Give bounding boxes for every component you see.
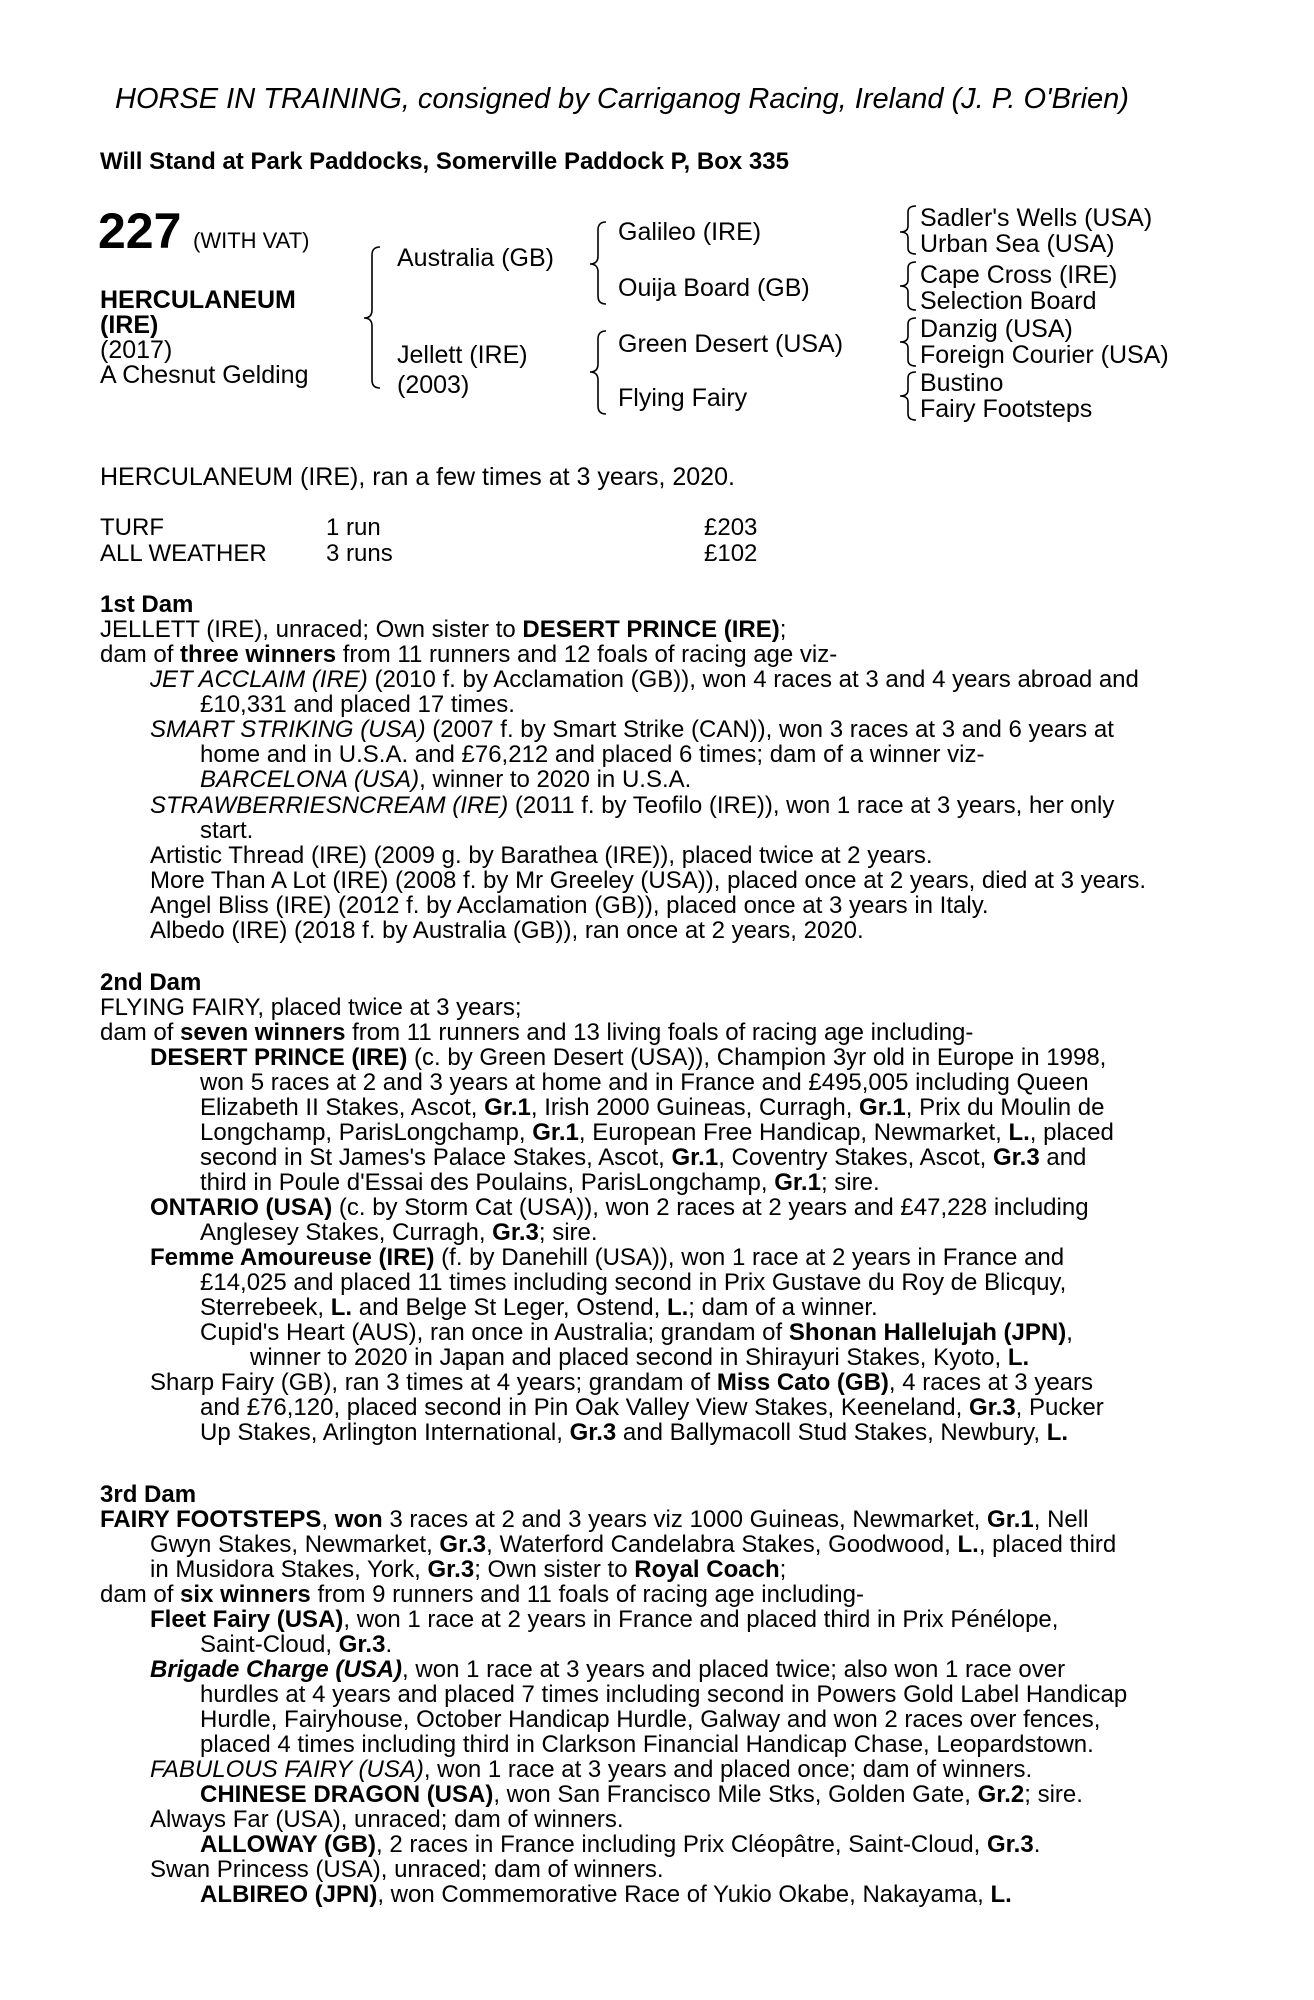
third-dam-line-5: Fleet Fairy (USA), won 1 race at 2 years in France and placed third in Prix Pénélope, bbox=[150, 1606, 1059, 1633]
second-dam-line-17: and £76,120, placed second in Pin Oak Valley View Stakes, Keeneland, Gr.3, Pucker bbox=[200, 1394, 1104, 1421]
second-dam-line-12: £14,025 and placed 11 times including second in Prix Gustave du Roy de Blicquy, bbox=[200, 1269, 1067, 1296]
second-dam-line-13: Sterrebeek, L. and Belge St Leger, Ostend, L.; dam of a winner. bbox=[200, 1294, 878, 1321]
third-dam-line-12: CHINESE DRAGON (USA), won San Francisco Mile Stks, Golden Gate, Gr.2; sire. bbox=[200, 1781, 1083, 1808]
third-dam-heading: 3rd Dam bbox=[100, 1481, 197, 1508]
record-surface-2: ALL WEATHER bbox=[100, 540, 267, 567]
gen3-3: Cape Cross (IRE) bbox=[920, 261, 1118, 289]
second-dam-line-1: FLYING FAIRY, placed twice at 3 years; bbox=[100, 994, 522, 1021]
gen3-1: Sadler's Wells (USA) bbox=[920, 204, 1153, 232]
first-dam-heading: 1st Dam bbox=[100, 591, 194, 618]
third-dam-line-9: Hurdle, Fairyhouse, October Handicap Hurdle, Galway and won 2 races over fences, bbox=[200, 1706, 1101, 1733]
third-dam-line-11: FABULOUS FAIRY (USA), won 1 race at 3 years and placed once; dam of winners. bbox=[150, 1756, 1033, 1783]
second-dam-line-4: won 5 races at 2 and 3 years at home and in France and £495,005 including Queen bbox=[200, 1069, 1089, 1096]
gen3-2: Urban Sea (USA) bbox=[920, 230, 1115, 258]
record-runs-2: 3 runs bbox=[326, 540, 393, 567]
third-dam-line-16: ALBIREO (JPN), won Commemorative Race of Yukio Okabe, Nakayama, L. bbox=[200, 1881, 1012, 1908]
sire: Australia (GB) bbox=[397, 244, 554, 272]
sire-sire: Galileo (IRE) bbox=[618, 218, 762, 246]
gen3-5: Danzig (USA) bbox=[920, 315, 1073, 343]
first-dam-line-2: dam of three winners from 11 runners and 12 foals of racing age viz- bbox=[100, 641, 838, 668]
gen3-4: Selection Board bbox=[920, 287, 1097, 315]
stand-location: Will Stand at Park Paddocks, Somerville Paddock P, Box 335 bbox=[100, 148, 789, 175]
gen3-8: Fairy Footsteps bbox=[920, 395, 1093, 423]
third-dam-line-6: Saint-Cloud, Gr.3. bbox=[200, 1631, 393, 1658]
third-dam-line-1: FAIRY FOOTSTEPS, won 3 races at 2 and 3 years viz 1000 Guineas, Newmarket, Gr.1, Nell bbox=[100, 1506, 1089, 1533]
second-dam-line-9: ONTARIO (USA) (c. by Storm Cat (USA)), won 2 races at 2 years and £47,228 including bbox=[150, 1194, 1089, 1221]
second-dam-line-3: DESERT PRINCE (IRE) (c. by Green Desert (USA)), Champion 3yr old in Europe in 1998, bbox=[150, 1044, 1107, 1071]
record-earnings-2: £102 bbox=[704, 540, 758, 567]
second-dam-line-7: second in St James's Palace Stakes, Ascot, Gr.1, Coventry Stakes, Ascot, Gr.3 and bbox=[200, 1144, 1087, 1171]
dam-dam: Flying Fairy bbox=[618, 384, 748, 412]
third-dam-line-2: Gwyn Stakes, Newmarket, Gr.3, Waterford Candelabra Stakes, Goodwood, L., placed third bbox=[150, 1531, 1117, 1558]
second-dam-line-10: Anglesey Stakes, Curragh, Gr.3; sire. bbox=[200, 1219, 598, 1246]
race-summary: HERCULANEUM (IRE), ran a few times at 3 years, 2020. bbox=[100, 463, 735, 491]
second-dam-heading: 2nd Dam bbox=[100, 969, 202, 996]
third-dam-line-10: placed 4 times including third in Clarkson Financial Handicap Chase, Leopardstown. bbox=[200, 1731, 1094, 1758]
second-dam-line-15: winner to 2020 in Japan and placed second in Shirayuri Stakes, Kyoto, L. bbox=[250, 1344, 1030, 1371]
second-dam-line-18: Up Stakes, Arlington International, Gr.3 and Ballymacoll Stud Stakes, Newbury, L. bbox=[200, 1419, 1069, 1446]
first-dam-line-6: home and in U.S.A. and £76,212 and placed 6 times; dam of a winner viz- bbox=[200, 741, 985, 768]
horse-year: (2017) bbox=[100, 336, 173, 364]
page-title: HORSE IN TRAINING, consigned by Carriganog Racing, Ireland (J. P. O'Brien) bbox=[115, 83, 1129, 115]
second-dam-line-11: Femme Amoureuse (IRE) (f. by Danehill (USA)), won 1 race at 2 years in France and bbox=[150, 1244, 1065, 1271]
third-dam-line-14: ALLOWAY (GB), 2 races in France including Prix Cléopâtre, Saint-Cloud, Gr.3. bbox=[200, 1831, 1041, 1858]
first-dam-line-13: Albedo (IRE) (2018 f. by Australia (GB)), ran once at 2 years, 2020. bbox=[150, 917, 864, 944]
sire-dam: Ouija Board (GB) bbox=[618, 274, 810, 302]
lot-number: 227 bbox=[98, 203, 182, 259]
third-dam-line-13: Always Far (USA), unraced; dam of winners. bbox=[150, 1806, 624, 1833]
first-dam-line-7: BARCELONA (USA), winner to 2020 in U.S.A. bbox=[200, 766, 692, 793]
gen3-7: Bustino bbox=[920, 369, 1004, 397]
first-dam-line-5: SMART STRIKING (USA) (2007 f. by Smart Strike (CAN)), won 3 races at 3 and 6 years at bbox=[150, 716, 1114, 743]
second-dam-line-5: Elizabeth II Stakes, Ascot, Gr.1, Irish 2000 Guineas, Curragh, Gr.1, Prix du Moulin de bbox=[200, 1094, 1105, 1121]
third-dam-line-8: hurdles at 4 years and placed 7 times including second in Powers Gold Label Handicap bbox=[200, 1681, 1128, 1708]
first-dam-line-12: Angel Bliss (IRE) (2012 f. by Acclamation (GB)), placed once at 3 years in Italy. bbox=[150, 892, 989, 919]
second-dam-line-6: Longchamp, ParisLongchamp, Gr.1, European Free Handicap, Newmarket, L., placed bbox=[200, 1119, 1114, 1146]
first-dam-line-8: STRAWBERRIESNCREAM (IRE) (2011 f. by Teofilo (IRE)), won 1 race at 3 years, her only bbox=[150, 792, 1115, 819]
first-dam-line-4: £10,331 and placed 17 times. bbox=[200, 691, 515, 718]
horse-country: (IRE) bbox=[100, 311, 159, 339]
second-dam-line-2: dam of seven winners from 11 runners and 13 living foals of racing age including- bbox=[100, 1019, 974, 1046]
third-dam-line-7: Brigade Charge (USA), won 1 race at 3 years and placed twice; also won 1 race over bbox=[150, 1656, 1066, 1683]
third-dam-line-3: in Musidora Stakes, York, Gr.3; Own sister to Royal Coach; bbox=[150, 1556, 787, 1583]
dam: Jellett (IRE) bbox=[397, 341, 528, 369]
first-dam-line-9: start. bbox=[200, 817, 254, 844]
record-earnings-1: £203 bbox=[704, 514, 758, 541]
vat-note: (WITH VAT) bbox=[193, 228, 310, 253]
third-dam-line-15: Swan Princess (USA), unraced; dam of winners. bbox=[150, 1856, 664, 1883]
third-dam-line-4: dam of six winners from 9 runners and 11 foals of racing age including- bbox=[100, 1581, 864, 1608]
first-dam-line-10: Artistic Thread (IRE) (2009 g. by Barathea (IRE)), placed twice at 2 years. bbox=[150, 842, 933, 869]
second-dam-line-16: Sharp Fairy (GB), ran 3 times at 4 years; grandam of Miss Cato (GB), 4 races at 3 years bbox=[150, 1369, 1093, 1396]
horse-description: A Chesnut Gelding bbox=[100, 361, 309, 389]
horse-name: HERCULANEUM bbox=[100, 286, 296, 314]
second-dam-line-8: third in Poule d'Essai des Poulains, ParisLongchamp, Gr.1; sire. bbox=[200, 1169, 880, 1196]
second-dam-line-14: Cupid's Heart (AUS), ran once in Australia; grandam of Shonan Hallelujah (JPN), bbox=[200, 1319, 1073, 1346]
record-runs-1: 1 run bbox=[326, 514, 381, 541]
horse-info bbox=[100, 288, 308, 388]
first-dam-line-3: JET ACCLAIM (IRE) (2010 f. by Acclamation (GB)), won 4 races at 3 and 4 years abroad and bbox=[150, 666, 1139, 693]
record-surface-1: TURF bbox=[100, 514, 164, 541]
gen3-6: Foreign Courier (USA) bbox=[920, 341, 1169, 369]
dam-sire: Green Desert (USA) bbox=[618, 330, 844, 358]
first-dam-line-1: JELLETT (IRE), unraced; Own sister to DESERT PRINCE (IRE); bbox=[100, 616, 787, 643]
dam-year: (2003) bbox=[397, 371, 470, 399]
first-dam-line-11: More Than A Lot (IRE) (2008 f. by Mr Greeley (USA)), placed once at 2 years, died at 3 years. bbox=[150, 867, 1147, 894]
